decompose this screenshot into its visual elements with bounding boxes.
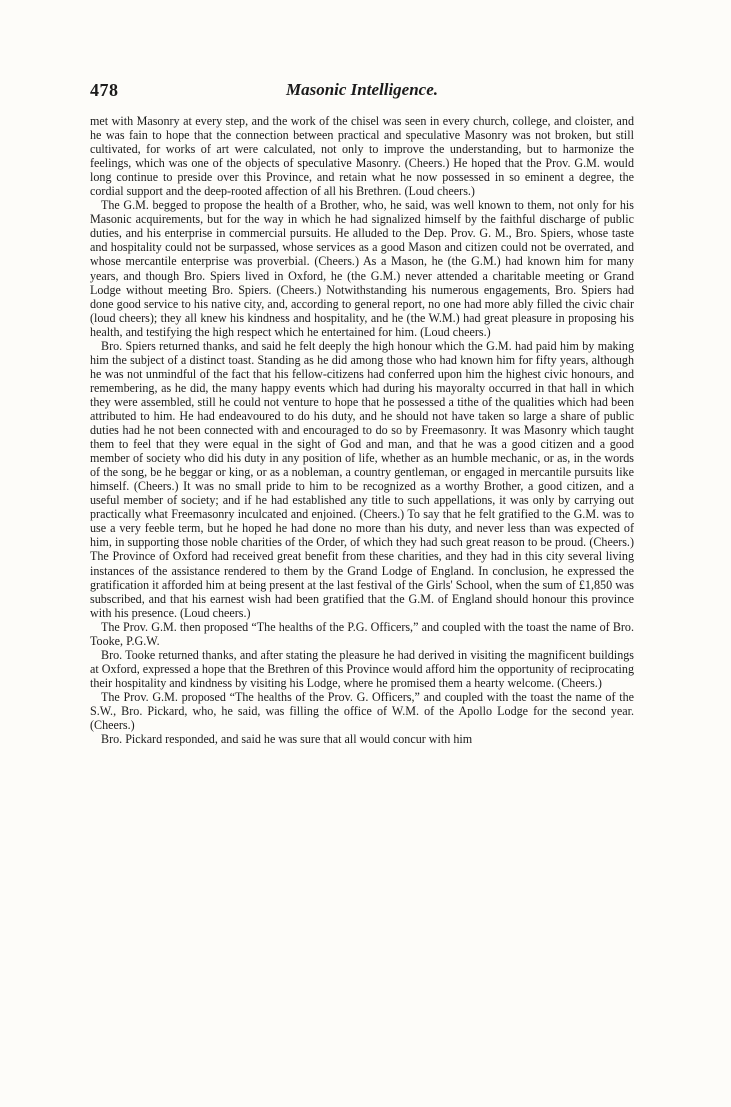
paragraph: Bro. Tooke returned thanks, and after stating the pleasure he had derived in visiting the magnificent buildings at Oxford, expressed a hope that the Brethren of this Province would afford him the opportunity of reciprocating their hospitality and kindness by visiting his Lodge, where he promised them a hearty welcome. (Cheers.) <box>90 647 634 690</box>
page-number: 478 <box>90 80 119 100</box>
running-title: Masonic Intelligence. <box>285 80 439 99</box>
article-body <box>90 114 634 746</box>
book-page <box>90 80 634 746</box>
running-head <box>90 80 634 104</box>
paragraph: The Prov. G.M. then proposed “The healths of the P.G. Officers,” and coupled with the toast the name of Bro. Tooke, P.G.W. <box>90 619 634 648</box>
paragraph: met with Masonry at every step, and the work of the chisel was seen in every church, college, and cloister, and he was fain to hope that the connection between practical and speculative Masonry was not broken, but still cultivated, for works of art were calculated, not only to improve the understanding, but to harmonize the feelings, which was one of the objects of speculative Masonry. (Cheers.) He hoped that the Prov. G.M. would long continue to preside over this Province, and retain what he now possessed in so eminent a degree, the cordial support and the deep-rooted affection of all his Brethren. (Loud cheers.) <box>90 114 634 199</box>
paragraph: The G.M. begged to propose the health of a Brother, who, he said, was well known to them, not only for his Masonic acquirements, but for the way in which he had signalized himself by the faithful discharge of public duties, and his enterprise in commercial pursuits. He alluded to the Dep. Prov. G. M., Bro. Spiers, whose taste and hospitality could not be surpassed, whose services as a good Mason and citizen could not be overrated, and whose mercantile enterprise was proverbial. (Cheers.) As a Mason, he (the G.M.) had known him for many years, and though Bro. Spiers lived in Oxford, he (the G.M.) never attended a charitable meeting or Grand Lodge without meeting Bro. Spiers. (Cheers.) Notwithstanding his numerous engagements, Bro. Spiers had done good service to his native city, and, according to general report, no one had more ably filled the civic chair (loud cheers); they all knew his kindness and hospitality, and he (the W.M.) had great pleasure in proposing his health, and testifying the high respect which he entertained for him. (Loud cheers.) <box>90 198 634 339</box>
paragraph: Bro. Pickard responded, and said he was sure that all would concur with him <box>101 732 473 747</box>
paragraph: Bro. Spiers returned thanks, and said he felt deeply the high honour which the G.M. had paid him by making him the subject of a distinct toast. Standing as he did among those who had known him for fifty years, although he was not unmindful of the fact that his fellow-citizens had conferred upon him the highest civic honours, and remembering, as he did, the many happy events which had during his mayoralty occurred in that hall in which they were assembled, still he could not venture to hope that he possessed a tithe of the qualities which had been attributed to him. He had endeavoured to do his duty, and he should not have taken so large a share of public duties had he not been connected with and encouraged to do so by Freemasonry. It was Masonry which taught them to feel that they were equal in the sight of God and man, and that he was a good citizen and a good member of society who did his duty in any position of life, whether as an humble mechanic, or as, in the words of the song, be he beggar or king, or as a nobleman, a country gentleman, or engaged in mercantile pursuits like himself. (Cheers.) It was no small pride to him to be recognized as a worthy Brother, a good citizen, and a useful member of society; and if he had established any title to such appellations, it was only by carrying out practically what Freemasonry inculcated and enjoined. (Cheers.) To say that he felt gratified to the G.M. was to use a very feeble term, but he hoped he had done no more than his duty, and never less than was expected of him, in supporting those noble charities of the Order, of which they had such great reason to be proud. (Cheers.) The Province of Oxford had received great benefit from these charities, and they had in this city several living instances of the assistance rendered to them by the Grand Lodge of England. In conclusion, he expressed the gratification it afforded him at being present at the last festival of the Girls' School, when the sum of £1,850 was subscribed, and that his earnest wish had been gratified that the G.M. of England should honour this province with his presence. (Loud cheers.) <box>90 338 634 620</box>
paragraph: The Prov. G.M. proposed “The healths of the Prov. G. Officers,” and coupled with the toast the name of the S.W., Bro. Pickard, who, he said, was filling the office of W.M. of the Apollo Lodge for the second year. (Cheers.) <box>90 689 634 733</box>
